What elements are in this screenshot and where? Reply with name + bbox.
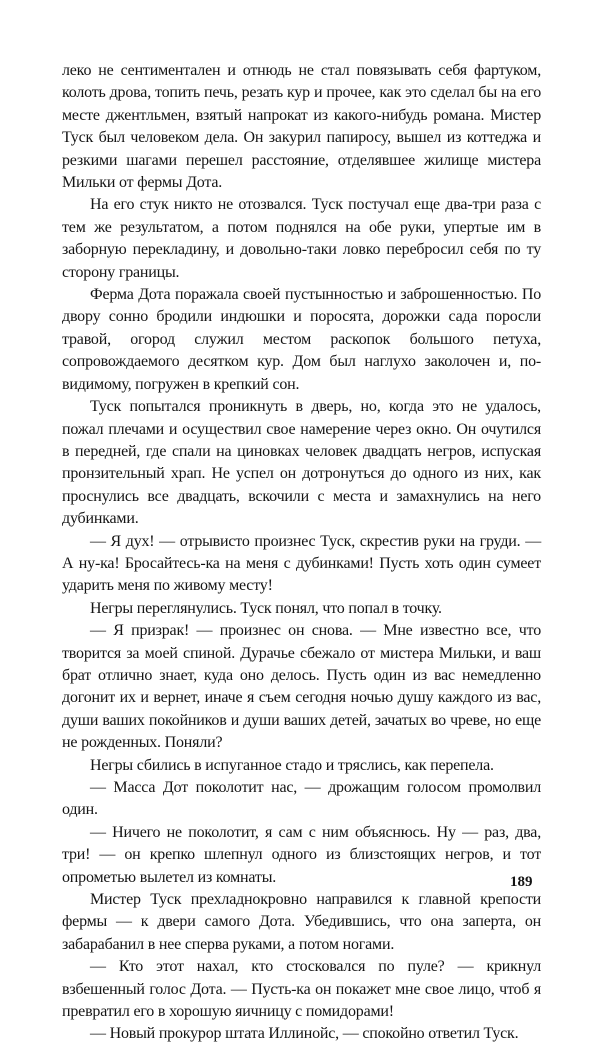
paragraph: Туск попытался проникнуть в дверь, но, когда это не удалось, пожал плечами и осуществил свое намерение через окно. Он очутился в передней, где спали на циновках человек двадцать негров, испуская пронзительный храп. Не успел он дотронуться до одного из них, как проснулись все двадцать, вскочили с места и замахнулись на него дубинками. <box>62 398 541 528</box>
page-number: 189 <box>510 874 533 890</box>
paragraph: — Я дух! — отрывисто произнес Туск, скрестив руки на груди. — А ну-ка! Бросайтесь-ка на меня с дубинками! Пусть хоть один сумеет ударить меня по живому месту! <box>62 532 541 595</box>
paragraph: Ферма Дота поражала своей пустынностью и заброшенностью. По двору сонно бродили индюшки и поросята, дорожки сада поросли травой, огород служил местом раскопок большого петуха, сопровождаемого десятком кур. Дом был наглухо заколочен и, по-видимому, погружен в крепкий сон. <box>62 286 541 393</box>
paragraph: — Новый прокурор штата Иллинойс, — спокойно ответил Туск. <box>90 1025 519 1043</box>
paragraph: — Масса Дот поколотит нас, — дрожащим голосом промолвил один. <box>62 779 541 819</box>
paragraph: — Я призрак! — произнес он снова. — Мне известно все, что творится за моей спиной. Дурачье сбежало от мистера Мильки, и ваш брат отлично знает, куда оно делось. Пусть один из вас немедленно догонит их и вернет, иначе я съем сегодня ночью душу каждого из вас, души ваших покойников и души ваших детей, зачатых во чреве, но еще не рожденных. Поняли? <box>62 622 541 752</box>
paragraph: — Кто этот нахал, кто стосковался по пуле? — крикнул взбешенный голос Дота. — Пусть-ка он покажет мне свое лицо, чтоб я превратил его в хорошую яичницу с помидорами! <box>62 958 541 1021</box>
body-text <box>62 60 541 1046</box>
paragraph: Негры сбились в испуганное стадо и тряслись, как перепела. <box>90 756 494 774</box>
paragraph: — Ничего не поколотит, я сам с ним объяснюсь. Ну — раз, два, три! — он крепко шлепнул одного из близстоящих негров, и тот опрометью вылетел из комнаты. <box>62 823 541 886</box>
paragraph: Мистер Туск прехладнокровно направился к главной крепости фермы — к двери самого Дота. Убедившись, что она заперта, он забарабанил в нее сперва руками, а потом ногами. <box>62 891 541 953</box>
paragraph: Негры переглянулись. Туск понял, что попал в точку. <box>90 599 442 617</box>
paragraph: На его стук никто не отозвался. Туск постучал еще два-три раза с тем же результатом, а потом поднялся на обе руки, упертые им в заборную перекладину, и довольно-таки ловко перебросил себя по ту сторону границы. <box>62 196 541 281</box>
paragraph: леко не сентиментален и отнюдь не стал повязывать себя фартуком, колоть дрова, топить печь, резать кур и прочее, как это сделал бы на его месте джентльмен, взятый напрокат из какого-нибудь романа. Мистер Туск был человеком дела. Он закурил папиросу, вышел из коттеджа и резкими шагами перешел расстояние, отделявшее жилище мистера Мильки от фермы Дота. <box>62 62 541 192</box>
